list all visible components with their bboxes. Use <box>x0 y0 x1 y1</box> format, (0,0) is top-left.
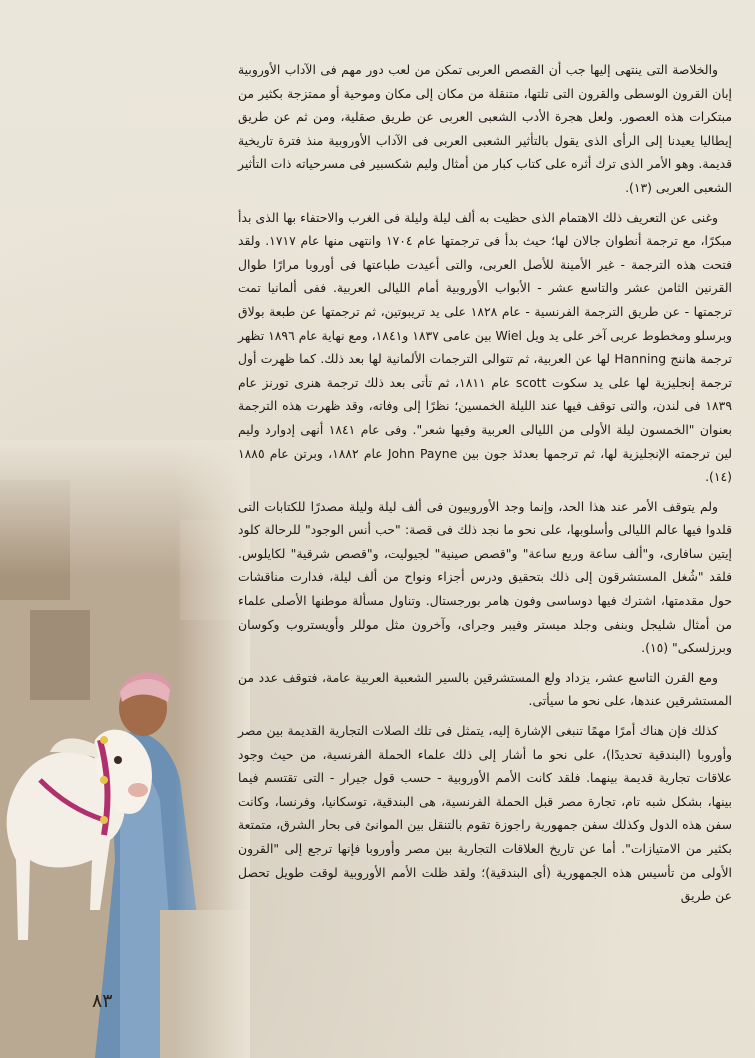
page-number: ٨٣ <box>92 990 113 1012</box>
paragraph-1: والخلاصة التى ينتهى إليها جب أن القصص العربى تمكن من لعب دور مهم فى الآداب الأوروبية إبان القرون الوسطى والقرون التى تلتها، متنقلة من مكان إلى مكان وموحية أو ممتزجة بكثير من مبتكرات هذه العصور. ولعل هجرة الأدب الشعبى العربى عن طريق صقلية، ومن ثم عن طريق إيطاليا يعيدنا إلى الرأى الذى يقول بالتأثير الشعبى العربى فى الآداب الأوروبية منذ فترة تاريخية قديمة. وهو الأمر الذى ترك أثره على كتاب كبار من أمثال وليم شكسبير فى مسرحياته ذات التأثير الشعبى العربى (١٣). <box>238 62 732 195</box>
background-illustration-man-with-goat <box>0 440 250 1058</box>
body-text-column <box>238 58 732 914</box>
paragraph-2: وغنى عن التعريف ذلك الاهتمام الذى حظيت به ألف ليلة وليلة فى الغرب والاحتفاء بها الذى بدأ مبكرًا، مع ترجمة أنطوان جالان لها؛ حيث بدأ فى ترجمتها عام ١٧٠٤ وانتهى منها عام ١٧١٧. ولقد فتحت هذه الترجمة - غير الأمينة للأصل العربى، والتى أعيدت طباعتها فى أوروبا مرارًا طوال القرنين الثامن عشر والتاسع عشر - الأبواب الأوروبية أمام الليالى العربية. ففى ألمانيا تمت ترجمتها - عن طريق الترجمة الفرنسية - عام ١٨٢٨ على يد تريبوتين، ثم ترجمتها عن طبعة بولاق وبرسلو ومخطوط عربى آخر على يد ويل Wiel بين عامى ١٨٣٧ و١٨٤١، ومع نهاية عام ١٨٩٦ تظهر ترجمة هاننج Hanning لها عن العربية، ثم تتوالى الترجمات الألمانية لها بعد ذلك. كما ظهرت أول ترجمة إنجليزية لها على يد سكوت scott عام ١٨١١، ثم تأتى بعد ذلك ترجمة هنرى تورنز عام ١٨٣٩ فى لندن، والتى توقف فيها عند الليلة الخمسين؛ نظرًا إلى وفاته، وقد ظهرت هذه الترجمة بعنوان "الخمسون ليلة الأولى من الليالى العربية وفيها شعر". وفى عام ١٨٤١ أنهى إدوارد وليم لين ترجمته الإنجليزية لها، ثم ترجمها بعدئذ جون بين John Payne عام ١٨٨٢، وبرتن عام ١٨٨٥ (١٤). <box>238 209 733 485</box>
paragraph-5: كذلك فإن هناك أمرًا مهمًا تنبغى الإشارة إليه، يتمثل فى تلك الصلات التجارية القديمة بين مصر وأوروبا (البندقية تحديدًا)، على نحو ما أشار إلى ذلك علماء الحملة الفرنسية، من حيث وجود علاقات تجارية قديمة بينهما. فلقد كانت الأمم الأوروبية - حسب قول جيرار - التى تقتسم فيما بينها، بشكل شبه تام، تجارة مصر قبل الحملة الفرنسية، هى البندقية، توسكانيا، وفرنسا، وكانت سفن هذه الدول وكذلك سفن جمهورية راجوزة تقوم بالتنقل بين الموانئ فى بحار الشرق، متمتعة بكثير من الامتيازات". أما عن تاريخ العلاقات التجارية بين مصر وأوروبا فإنها ترجع إلى "القرون الأولى من تأسيس هذه الجمهورية (أى البندقية)؛ ولقد ظلت الأمم الأوروبية لوقت طويل تحصل عن طريق <box>238 723 732 904</box>
paragraph-3: ولم يتوقف الأمر عند هذا الحد، وإنما وجد الأوروبيون فى ألف ليلة وليلة مصدرًا للكتابات التى قلدوا فيها عالم الليالى وأسلوبها، على نحو ما نجد ذلك فى قصة: "حب أنس الوجود" للرحالة كلود إيتين سافارى، و"ألف ساعة وربع ساعة" و"قصص صينية" لجيوليت، و"قصص شرقية" لكايلوس. فلقد "شُغل المستشرقون إلى ذلك بتحقيق ودرس أجزاء ونواح من ألف ليلة، فدارت مناقشات حول مقدمتها، اشترك فيها دوساسى وفون هامر بورجستال. وتناول مسألة موطنها الأصلى علماء من أمثال شليجل وبنفى وجلد ميستر وفيبر وجراى، وآخرون مثل موللر وأويستروب وكوسان وبرزلسكى" (١٥). <box>238 498 732 656</box>
paragraph-4: ومع القرن التاسع عشر، يزداد ولع المستشرقين بالسير الشعبية العربية عامة، فتوقف عدد من المستشرقين عندها، على نحو ما سيأتى. <box>238 669 732 709</box>
